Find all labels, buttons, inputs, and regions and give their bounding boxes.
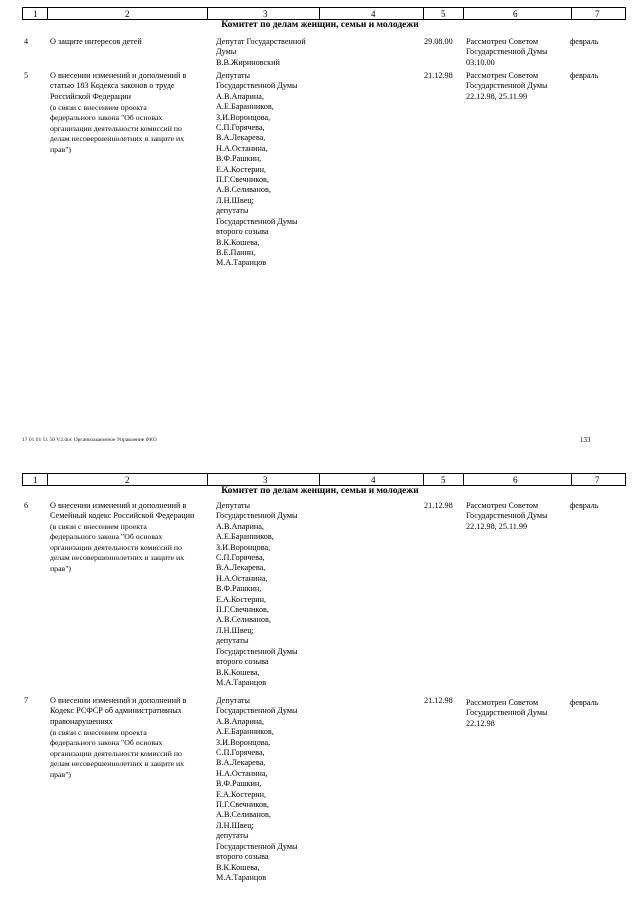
bill-title: О защите интересов детей	[50, 37, 142, 46]
review-status: Рассмотрен Советом Государственной Думы 22.12.98, 25.11.99	[466, 501, 548, 531]
review-status: Рассмотрен Советом Государственной Думы 03.10.00	[466, 37, 548, 67]
column-number-3: 3	[263, 9, 268, 19]
bill-authors: Депутаты Государственной Думы А.В.Апарина, А.Е.Баранников, З.И.Воронцова, С.П.Горячева, В.А.Лекарева, Н.А.Останина, В.Ф.Рашкин, Е.А.Костерин, П.Г.Свечников, А.В.Селиванов, Л.Н.Швец; депутаты Государственной Думы второго созыва В.К.Кошева, М.А.Таранцов	[216, 696, 298, 882]
column-number-1: 1	[33, 9, 38, 19]
submission-date: 21.12.98	[424, 696, 453, 705]
submission-date: 29.08.00	[424, 37, 453, 46]
bill-authors: Депутаты Государственной Думы А.В.Апарина, А.Е.Баранников, З.И.Воронцова, С.П.Горячева, В.А.Лекарева, Н.А.Останина, В.Ф.Рашкин, Е.А.Костерин, П.Г.Свечников, А.В.Селиванов, Л.Н.Швец; депутаты Государственной Думы второго созыва В.К.Кошева, М.А.Таранцов	[216, 501, 298, 687]
column-number-6: 6	[513, 9, 518, 19]
page-footer-text: 17 01 01 51 50 V2.doc Организационное Управление 0003	[22, 437, 157, 443]
bill-title: О внесении изменений и дополнений в статью 183 Кодекса законов о труде Российской Федерации	[50, 71, 187, 101]
row-number: 5	[24, 71, 29, 80]
column-number-4: 4	[371, 475, 376, 485]
column-number-2: 2	[125, 9, 130, 19]
column-number-5: 5	[441, 475, 446, 485]
page-number: 133	[580, 436, 591, 444]
review-month: февраль	[570, 698, 599, 707]
bill-title: О внесении изменений и дополнений в Кодекс РСФСР об административных правонарушениях	[50, 696, 187, 726]
column-header-row	[22, 7, 626, 20]
column-number-1: 1	[33, 475, 38, 485]
committee-heading: Комитет по делам женщин, семьи и молодежи	[221, 486, 419, 496]
review-month: февраль	[570, 71, 599, 80]
review-status: Рассмотрен Советом Государственной Думы 22.12.98, 25.11.99	[466, 71, 548, 101]
bill-note: (в связи с внесением проекта федерального закона "Об основах организации деятельности комиссий по делам несовершеннолетних и защите их прав")	[50, 103, 185, 154]
submission-date: 21.12.98	[424, 71, 453, 80]
row-number: 4	[24, 37, 29, 46]
review-month: февраль	[570, 37, 599, 46]
bill-authors: Депутаты Государственной Думы А.В.Апарина, А.Е.Баранников, З.И.Воронцова, С.П.Горячева, В.А.Лекарева, Н.А.Останина, В.Ф.Рашкин, Е.А.Костерин, П.Г.Свечников, А.В.Селиванов, Л.Н.Швец; депутаты Государственной Думы второго созыва В.К.Кошева, В.Е.Панин, М.А.Таранцов	[216, 71, 298, 268]
submission-date: 21.12.98	[424, 501, 453, 510]
bill-note: (в связи с внесением проекта федерального закона "Об основах организации деятельности комиссий по делам несовершеннолетних и защите их прав")	[50, 728, 185, 779]
page-2-section	[0, 460, 640, 900]
column-number-3: 3	[263, 475, 268, 485]
committee-heading: Комитет по делам женщин, семьи и молодежи	[221, 20, 419, 30]
column-number-5: 5	[441, 9, 446, 19]
column-number-7: 7	[595, 9, 600, 19]
column-number-4: 4	[371, 9, 376, 19]
review-month: февраль	[570, 501, 599, 510]
column-number-2: 2	[125, 475, 130, 485]
review-status: Рассмотрен Советом Государственной Думы 22.12.98	[466, 698, 548, 728]
bill-authors: Депутат Государственной Думы В.В.Жириновский	[216, 37, 306, 67]
bill-note: (в связи с внесением проекта федерального закона "Об основах организации деятельности комиссий по делам несовершеннолетних и защите их прав")	[50, 522, 185, 573]
bill-title: О внесении изменений и дополнений в Семейный кодекс Российской Федерации	[50, 501, 195, 521]
row-number: 6	[24, 501, 29, 510]
row-number: 7	[24, 696, 29, 705]
column-number-7: 7	[595, 475, 600, 485]
column-number-6: 6	[513, 475, 518, 485]
column-header-row	[22, 473, 626, 486]
